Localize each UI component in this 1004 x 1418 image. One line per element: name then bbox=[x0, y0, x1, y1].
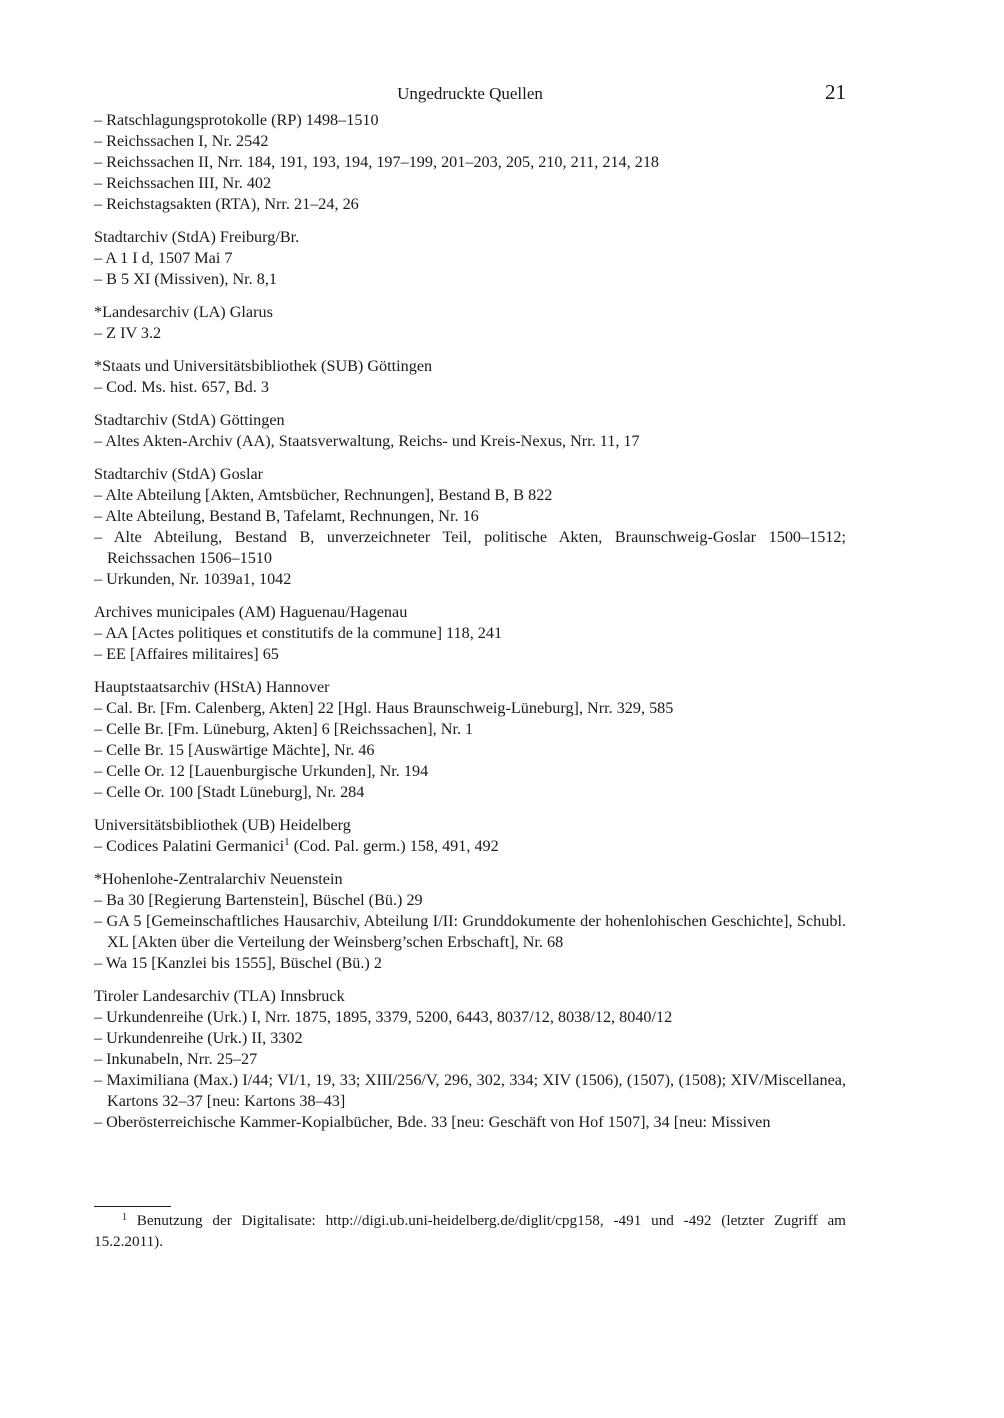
section-hannover bbox=[94, 677, 846, 803]
archive-heading: *Staats und Universitätsbibliothek (SUB) Göttingen bbox=[94, 357, 433, 375]
list-item: – Reichssachen I, Nr. 2542 bbox=[94, 132, 269, 150]
list-item: – Urkunden, Nr. 1039a1, 1042 bbox=[94, 570, 292, 588]
list-item: – EE [Affaires militaires] 65 bbox=[94, 645, 279, 663]
list-item: – Ba 30 [Regierung Bartenstein], Büschel (Bü.) 29 bbox=[94, 891, 423, 909]
archive-heading: Stadtarchiv (StdA) Freiburg/Br. bbox=[94, 228, 300, 246]
list-item: – Oberösterreichische Kammer-Kopialbücher, Bde. 33 [neu: Geschäft von Hof 1507], 34 [neu: Missiven bbox=[94, 1113, 771, 1131]
list-item: – Reichstagsakten (RTA), Nrr. 21–24, 26 bbox=[94, 195, 359, 213]
section-stda-goettingen bbox=[94, 410, 846, 452]
list-item: – GA 5 [Gemeinschaftliches Hausarchiv, Abteilung I/II: Grunddokumente der hohenlohischen Geschichte], Schubl. XL [Akten über die Verteilung der Weinsberg’schen Erbschaft], Nr. 68 bbox=[94, 912, 846, 951]
section-reichsakten-continued bbox=[94, 110, 846, 215]
entry-text: – Codices Palatini Germanici bbox=[94, 837, 285, 855]
footnote bbox=[94, 1210, 846, 1252]
list-item: – Celle Or. 12 [Lauenburgische Urkunden], Nr. 194 bbox=[94, 762, 429, 780]
list-item: – A 1 I d, 1507 Mai 7 bbox=[94, 249, 233, 267]
list-item: – Wa 15 [Kanzlei bis 1555], Büschel (Bü.) 2 bbox=[94, 954, 382, 972]
footnote-divider bbox=[94, 1206, 171, 1207]
archive-heading: Stadtarchiv (StdA) Göttingen bbox=[94, 411, 285, 429]
footnote-reference[interactable]: 1 bbox=[284, 836, 290, 848]
archive-heading: Tiroler Landesarchiv (TLA) Innsbruck bbox=[94, 987, 345, 1005]
section-innsbruck bbox=[94, 986, 846, 1133]
list-item: – Inkunabeln, Nrr. 25–27 bbox=[94, 1050, 258, 1068]
running-head bbox=[94, 78, 846, 110]
list-item bbox=[94, 836, 846, 857]
archive-heading: Archives municipales (AM) Haguenau/Hagenau bbox=[94, 603, 408, 621]
list-item: – Celle Br. 15 [Auswärtige Mächte], Nr. 46 bbox=[94, 741, 375, 759]
section-neuenstein bbox=[94, 869, 846, 974]
section-glarus bbox=[94, 302, 846, 344]
list-item: – Celle Or. 100 [Stadt Lüneburg], Nr. 284 bbox=[94, 783, 365, 801]
section-sub-goettingen bbox=[94, 356, 846, 398]
section-haguenau bbox=[94, 602, 846, 665]
list-item: – Celle Br. [Fm. Lüneburg, Akten] 6 [Reichssachen], Nr. 1 bbox=[94, 720, 474, 738]
list-item: – Cod. Ms. hist. 657, Bd. 3 bbox=[94, 378, 269, 396]
list-item: – Urkundenreihe (Urk.) I, Nrr. 1875, 1895, 3379, 5200, 6443, 8037/12, 8038/12, 8040/12 bbox=[94, 1008, 673, 1026]
list-item: – Reichssachen II, Nrr. 184, 191, 193, 194, 197–199, 201–203, 205, 210, 211, 214, 218 bbox=[94, 153, 660, 171]
list-item: – Cal. Br. [Fm. Calenberg, Akten] 22 [Hgl. Haus Braunschweig-Lüneburg], Nrr. 329, 585 bbox=[94, 699, 674, 717]
list-item: – AA [Actes politiques et constitutifs de la commune] 118, 241 bbox=[94, 624, 503, 642]
archive-heading: Universitätsbibliothek (UB) Heidelberg bbox=[94, 816, 351, 834]
list-item: – Z IV 3.2 bbox=[94, 324, 162, 342]
list-item: – Maximiliana (Max.) I/44; VI/1, 19, 33; XIII/256/V, 296, 302, 334; XIV (1506), (1507), (1508); XIV/Miscellanea, Kartons 32–37 [neu: Kartons 38–43] bbox=[94, 1071, 846, 1110]
source-list bbox=[94, 110, 846, 1133]
archive-heading: Stadtarchiv (StdA) Goslar bbox=[94, 465, 264, 483]
list-item: – Alte Abteilung, Bestand B, Tafelamt, Rechnungen, Nr. 16 bbox=[94, 507, 479, 525]
list-item: – Altes Akten-Archiv (AA), Staatsverwaltung, Reichs- und Kreis-Nexus, Nrr. 11, 17 bbox=[94, 432, 640, 450]
list-item: – B 5 XI (Missiven), Nr. 8,1 bbox=[94, 270, 278, 288]
archive-heading: *Landesarchiv (LA) Glarus bbox=[94, 303, 273, 321]
list-item: – Alte Abteilung, Bestand B, unverzeichneter Teil, politische Akten, Braunschweig-Goslar 1500–1512; Reichssachen 1506–1510 bbox=[94, 528, 846, 567]
section-goslar bbox=[94, 464, 846, 590]
archive-heading: Hauptstaatsarchiv (HStA) Hannover bbox=[94, 678, 330, 696]
footnote-text: Benutzung der Digitalisate: http://digi.ub.uni-heidelberg.de/diglit/cpg158, -491 und -492 (letzter Zugriff am 15.2.2011). bbox=[94, 1212, 846, 1250]
list-item: – Alte Abteilung [Akten, Amtsbücher, Rechnungen], Bestand B, B 822 bbox=[94, 486, 553, 504]
page bbox=[94, 78, 846, 1145]
section-freiburg bbox=[94, 227, 846, 290]
entry-text: (Cod. Pal. germ.) 158, 491, 492 bbox=[289, 837, 499, 855]
footnote-number: 1 bbox=[122, 1212, 127, 1223]
list-item: – Ratschlagungsprotokolle (RP) 1498–1510 bbox=[94, 111, 379, 129]
running-title: Ungedruckte Quellen bbox=[397, 84, 543, 103]
list-item: – Reichssachen III, Nr. 402 bbox=[94, 174, 272, 192]
archive-heading: *Hohenlohe-Zentralarchiv Neuenstein bbox=[94, 870, 343, 888]
list-item: – Urkundenreihe (Urk.) II, 3302 bbox=[94, 1029, 303, 1047]
section-heidelberg bbox=[94, 815, 846, 857]
page-number: 21 bbox=[825, 80, 846, 104]
